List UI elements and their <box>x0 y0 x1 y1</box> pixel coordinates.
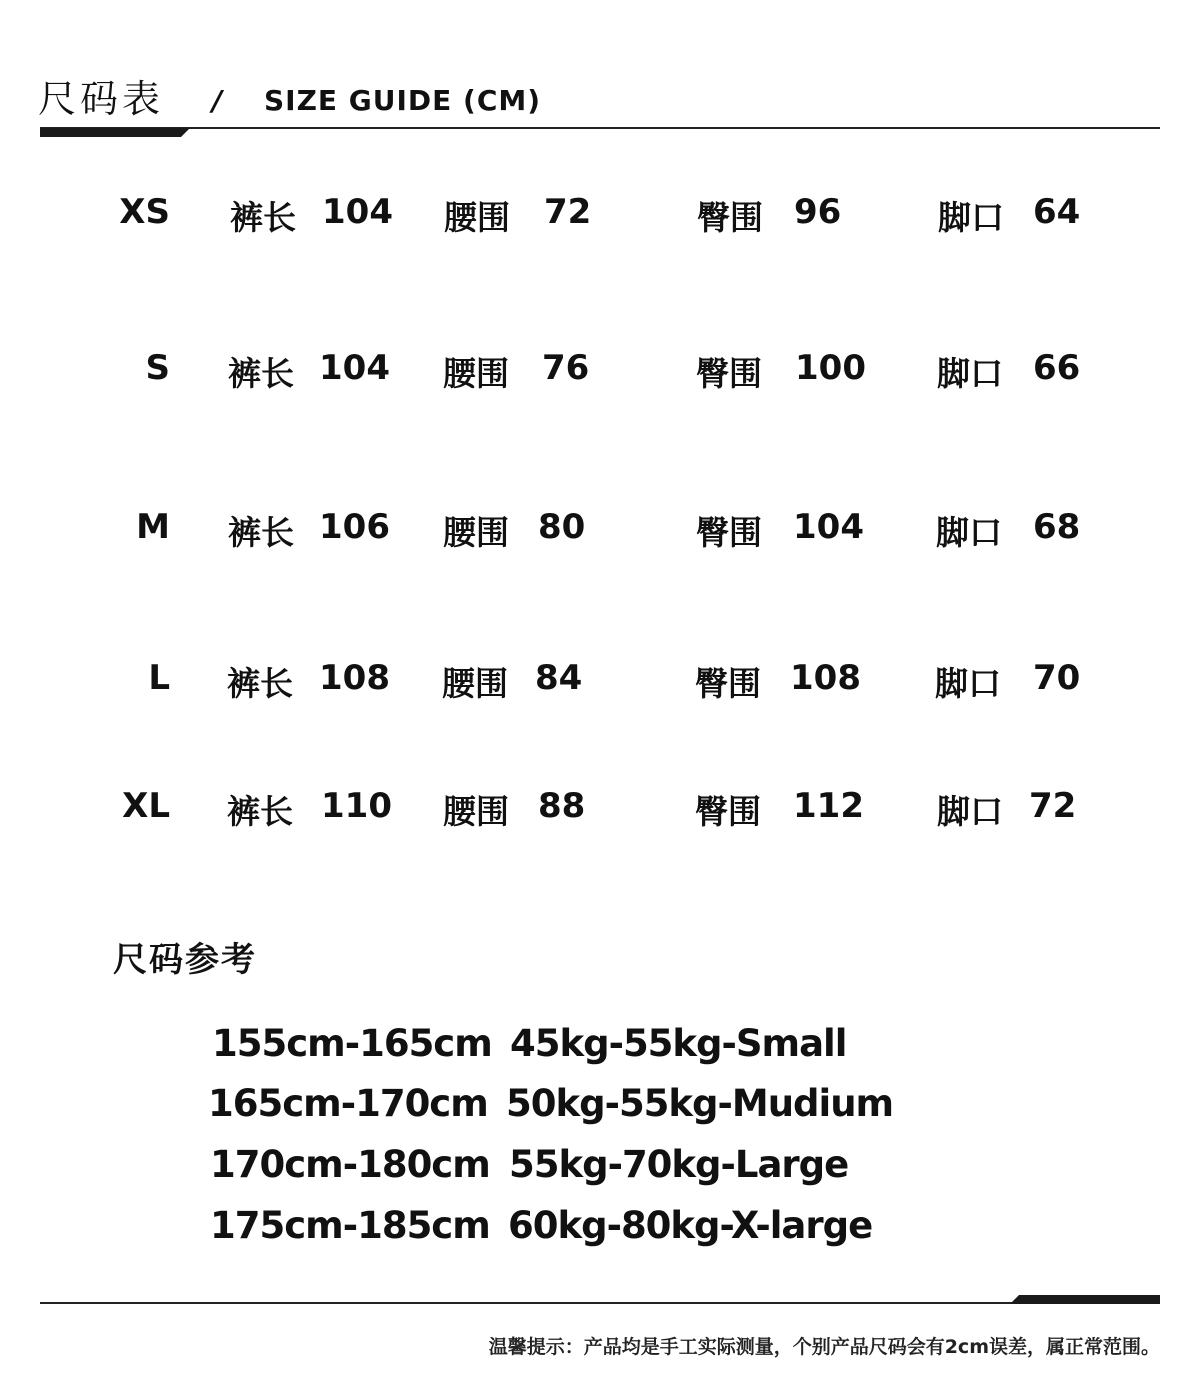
size-row-xs <box>0 192 1200 242</box>
hip-value: 104 <box>793 507 864 547</box>
hip-label: 臀围 <box>697 198 763 237</box>
waist-label: 腰围 <box>443 513 509 552</box>
size-label: M <box>136 507 170 547</box>
hem-value: 68 <box>1033 507 1081 547</box>
header-divider <box>40 127 1160 129</box>
height-range: 165cm-170cm <box>208 1082 488 1125</box>
length-value: 104 <box>322 192 393 232</box>
length-label: 裤长 <box>228 354 294 393</box>
height-range: 155cm-165cm <box>212 1022 492 1065</box>
weight-size: 50kg-55kg-Mudium <box>506 1082 894 1125</box>
length-value: 104 <box>319 348 390 388</box>
size-label: L <box>148 658 170 698</box>
title-separator: / <box>212 84 223 117</box>
waist-label: 腰围 <box>442 664 508 703</box>
size-row-s <box>0 348 1200 398</box>
hip-label: 臀围 <box>696 354 762 393</box>
reference-row <box>0 1082 1200 1132</box>
hem-label: 脚口 <box>937 354 1003 393</box>
weight-size: 60kg-80kg-X-large <box>508 1204 873 1247</box>
height-range: 175cm-185cm <box>210 1204 490 1247</box>
length-value: 106 <box>319 507 390 547</box>
hip-label: 臀围 <box>695 664 761 703</box>
hem-label: 脚口 <box>937 792 1003 831</box>
waist-label: 腰围 <box>444 198 510 237</box>
length-label: 裤长 <box>230 198 296 237</box>
height-range: 170cm-180cm <box>210 1143 490 1186</box>
hem-value: 72 <box>1029 786 1077 826</box>
footer-divider <box>40 1302 1160 1304</box>
reference-title: 尺码参考 <box>113 940 257 980</box>
waist-label: 腰围 <box>443 792 509 831</box>
hip-value: 112 <box>793 786 864 826</box>
waist-value: 80 <box>538 507 586 547</box>
header-accent-bar <box>40 128 190 137</box>
size-row-l <box>0 658 1200 708</box>
page-title-en: SIZE GUIDE (CM) <box>264 84 542 117</box>
length-label: 裤长 <box>228 513 294 552</box>
waist-value: 88 <box>538 786 586 826</box>
hem-label: 脚口 <box>936 513 1002 552</box>
size-label: XS <box>119 192 170 232</box>
hip-label: 臀围 <box>695 792 761 831</box>
length-label: 裤长 <box>227 792 293 831</box>
length-label: 裤长 <box>227 664 293 703</box>
size-label: XL <box>122 786 170 826</box>
hem-value: 70 <box>1033 658 1081 698</box>
hem-label: 脚口 <box>935 664 1001 703</box>
reference-row <box>0 1204 1200 1254</box>
weight-size: 45kg-55kg-Small <box>510 1022 847 1065</box>
page-title-cn: 尺码表 <box>38 77 165 121</box>
reference-row <box>0 1143 1200 1193</box>
length-value: 110 <box>321 786 392 826</box>
waist-value: 76 <box>542 348 590 388</box>
hip-value: 108 <box>790 658 861 698</box>
size-row-xl <box>0 786 1200 836</box>
waist-value: 72 <box>544 192 592 232</box>
hip-value: 100 <box>795 348 866 388</box>
hem-value: 64 <box>1033 192 1081 232</box>
length-value: 108 <box>319 658 390 698</box>
footer-accent-bar <box>1010 1295 1160 1304</box>
hem-label: 脚口 <box>938 198 1004 237</box>
waist-label: 腰围 <box>443 354 509 393</box>
reference-row <box>0 1022 1200 1072</box>
hem-value: 66 <box>1033 348 1081 388</box>
weight-size: 55kg-70kg-Large <box>509 1143 849 1186</box>
waist-value: 84 <box>535 658 583 698</box>
hip-value: 96 <box>794 192 842 232</box>
hip-label: 臀围 <box>696 513 762 552</box>
footer-note: 温馨提示：产品均是手工实际测量，个别产品尺码会有2cm误差，属正常范围。 <box>488 1336 1160 1358</box>
size-label: S <box>145 348 170 388</box>
size-row-m <box>0 507 1200 557</box>
